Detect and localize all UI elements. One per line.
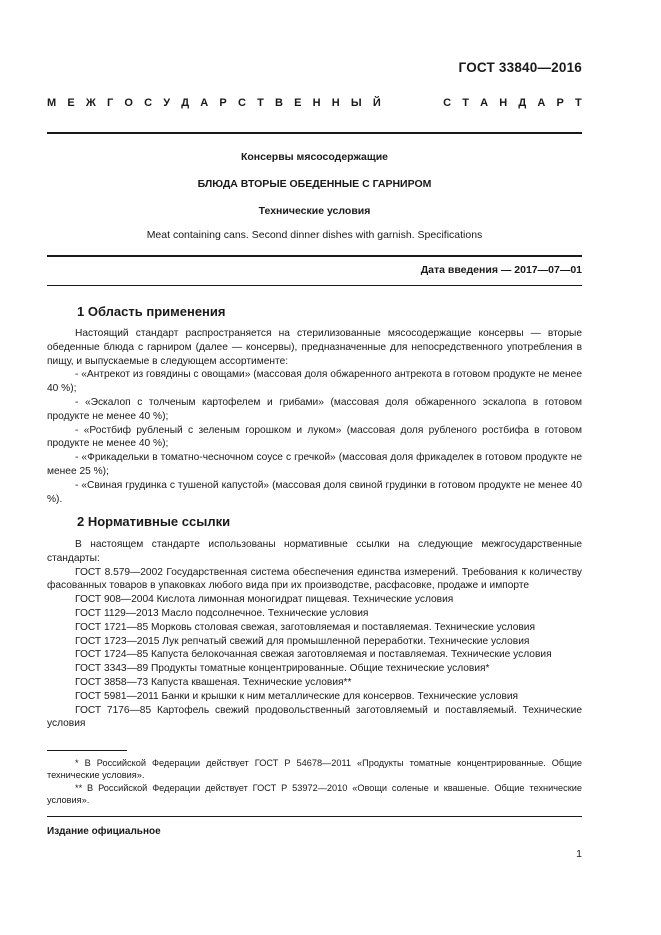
reference-item: ГОСТ 5981—2011 Банки и крышки к ним металлические для консервов. Технические условия (75, 690, 519, 702)
page-number: 1 (576, 848, 582, 860)
date-divider (47, 285, 582, 286)
banner-letter: Н (312, 97, 321, 109)
document-title: БЛЮДА ВТОРЫЕ ОБЕДЕННЫЕ С ГАРНИРОМ (197, 178, 432, 190)
banner-letter: О (124, 97, 133, 109)
banner-letter: М (47, 97, 57, 109)
reference-item: ГОСТ 1721—85 Морковь столовая свежая, заготовляемая и поставляемая. Технические условия (75, 621, 536, 633)
introduction-date: Дата введения — 2017—07—01 (420, 264, 582, 276)
section-1-title: 1 Область применения (77, 304, 226, 319)
banner-letter: Г (106, 97, 114, 109)
banner-letter: Д (181, 97, 190, 109)
banner-letter: Т (257, 97, 264, 109)
banner-letter: С (144, 97, 153, 109)
english-title: Meat containing cans. Second dinner dishes with garnish. Specifications (146, 229, 483, 241)
banner-letter: Ж (85, 97, 96, 109)
standard-code: ГОСТ 33840—2016 (458, 60, 582, 75)
title-divider (47, 255, 582, 257)
list-item: - «Фрикадельки в томатно-чесночном соусе с гречкой» (массовая доля фрикаделек в готовом продукте не менее 25 %); (47, 452, 582, 477)
banner-letter: А (480, 97, 489, 109)
reference-item: ГОСТ 908—2004 Кислота лимонная моногидрат пищевая. Технические условия (75, 594, 454, 606)
reference-item: ГОСТ 3858—73 Капуста квашеная. Технические условия** (75, 676, 352, 688)
banner-letter: Т (575, 97, 582, 109)
footnote: * В Российской Федерации действует ГОСТ Р 54678—2011 «Продукты томатные концентрированные. Общие технические условия». (47, 758, 582, 781)
banner-word-gap (392, 97, 432, 109)
product-title: Консервы мясосодержащие (240, 151, 389, 163)
reference-item: ГОСТ 1723—2015 Лук репчатый свежий для промышленной переработки. Технические условия (75, 635, 530, 647)
footnotes (47, 757, 582, 807)
footnote-divider (47, 750, 127, 751)
banner-letter: Е (67, 97, 75, 109)
header-divider (47, 132, 582, 134)
banner-letter: С (237, 97, 246, 109)
banner-letter: Т (462, 97, 469, 109)
banner-letter: А (537, 97, 546, 109)
reference-item: ГОСТ 8.579—2002 Государственная система обеспечения единства измерений. Требования к количеству фасованных товаров в упаковках любого вида при их производстве, расфасовке, продаже и импорте (47, 566, 582, 592)
section-2-title: 2 Нормативные ссылки (77, 514, 231, 529)
reference-item: ГОСТ 7176—85 Картофель свежий продовольственный заготовляемый и поставляемый. Технические условия (47, 704, 582, 730)
banner-letter: С (443, 97, 452, 109)
section-2-body (47, 538, 582, 731)
official-edition-label: Издание официальное (47, 826, 161, 837)
reference-item: ГОСТ 1129—2013 Масло подсолнечное. Технические условия (75, 607, 369, 619)
paragraph: Настоящий стандарт распространяется на стерилизованные мясосодержащие консервы — вторые обеденные блюда с гарниром (далее — консервы), предназначенные для непосредственного употребления в пищу, и выпускаемые в следующем ассортименте: (47, 328, 582, 367)
paragraph: В настоящем стандарте использованы нормативные ссылки на следующие межгосударственные стандарты: (47, 539, 582, 564)
reference-item: ГОСТ 1724—85 Капуста белокочанная свежая заготовляемая и поставляемая. Технические условия (75, 649, 552, 661)
banner-letter: Н (499, 97, 508, 109)
banner-letter: Р (556, 97, 564, 109)
banner-letter: Е (294, 97, 302, 109)
list-item: - «Свиная грудинка с тушеной капустой» (массовая доля свиной грудинки в готовом продукте не менее 40 %). (47, 479, 582, 505)
banner-letter: Ы (350, 97, 362, 109)
banner-letter: У (163, 97, 171, 109)
footnote: ** В Российской Федерации действует ГОСТ Р 53972—2010 «Овощи соленые и квашеные. Общие технические условия». (47, 782, 582, 806)
list-item: - «Ростбиф рубленый с зеленым горошком и луком» (массовая доля рубленого ростбифа в готовом продукте не менее 40 %); (47, 424, 582, 450)
interstate-standard-banner (47, 97, 582, 109)
banner-letter: Й (372, 97, 381, 109)
list-item: - «Антрекот из говядины с овощами» (массовая доля обжаренного антрекота в готовом продукте не менее 40 %); (47, 369, 582, 395)
banner-letter: Д (518, 97, 527, 109)
banner-letter: В (274, 97, 283, 109)
banner-letter: Н (331, 97, 340, 109)
footer-divider (47, 816, 582, 817)
banner-letter: Р (219, 97, 227, 109)
banner-letter: А (200, 97, 209, 109)
document-subtitle: Технические условия (258, 205, 371, 217)
section-1-body (47, 327, 582, 506)
reference-item: ГОСТ 3343—89 Продукты томатные концентрированные. Общие технические условия* (75, 663, 490, 675)
list-item: - «Эскалоп с толченым картофелем и грибами» (массовая доля обжаренного эскалопа в готовом продукте не менее 40 %); (47, 396, 582, 422)
